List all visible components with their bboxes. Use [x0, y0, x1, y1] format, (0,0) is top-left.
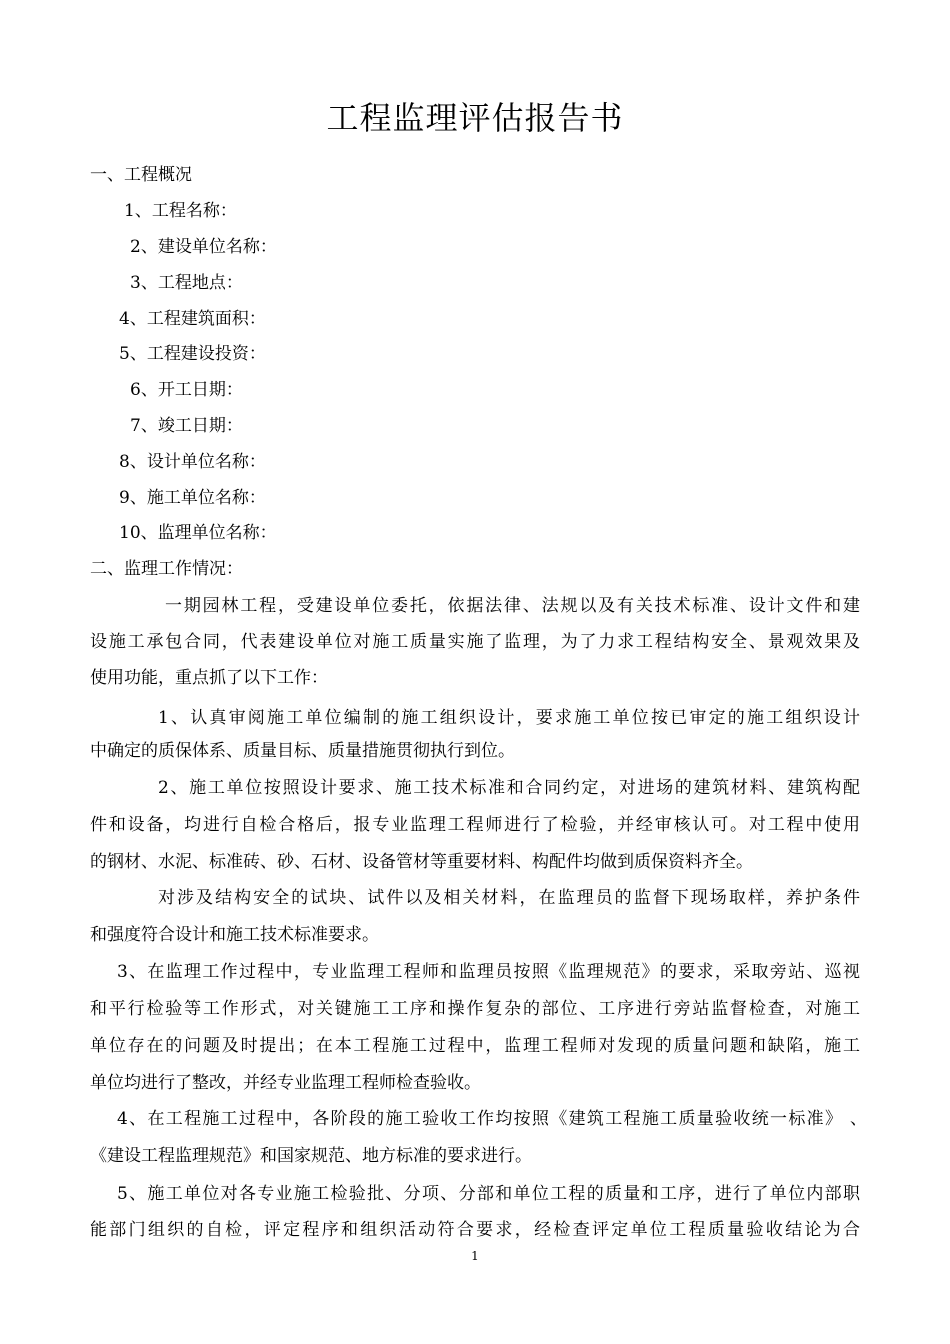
paragraph-line: 和平行检验等工作形式，对关键施工工序和操作复杂的部位、工序进行旁站监督检查，对施工	[90, 999, 860, 1019]
paragraph-line: 2、施工单位按照设计要求、施工技术标准和合同约定，对进场的建筑材料、建筑构配	[158, 778, 860, 798]
field-project-name: 1、工程名称：	[124, 201, 237, 221]
field-project-location: 3、工程地点：	[130, 273, 243, 293]
paragraph-line: 5、施工单位对各专业施工检验批、分项、分部和单位工程的质量和工序，进行了单位内部职	[117, 1184, 860, 1204]
paragraph-line: 单位均进行了整改，并经专业监理工程师检查验收。	[90, 1073, 481, 1093]
paragraph-line: 3、在监理工作过程中，专业监理工程师和监理员按照《监理规范》的要求，采取旁站、巡视	[117, 962, 860, 982]
paragraph-line: 能部门组织的自检，评定程序和组织活动符合要求，经检查评定单位工程质量验收结论为合	[90, 1220, 860, 1240]
field-supervision-unit: 10、监理单位名称：	[119, 523, 277, 543]
paragraph-line: 的钢材、水泥、标准砖、砂、石材、设备管材等重要材料、构配件均做到质保资料齐全。	[90, 852, 753, 872]
section-heading-overview: 一、工程概况	[90, 165, 192, 185]
paragraph-line: 1、认真审阅施工单位编制的施工组织设计，要求施工单位按已审定的施工组织设计	[158, 708, 860, 728]
paragraph-line: 中确定的质保体系、质量目标、质量措施贯彻执行到位。	[90, 741, 515, 761]
field-client-name: 2、建设单位名称：	[130, 237, 277, 257]
field-start-date: 6、开工日期：	[130, 380, 243, 400]
paragraph-line: 《建设工程监理规范》和国家规范、地方标准的要求进行。	[90, 1146, 532, 1166]
field-construction-unit: 9、施工单位名称：	[119, 488, 266, 508]
field-completion-date: 7、竣工日期：	[130, 416, 243, 436]
paragraph-line: 件和设备，均进行自检合格后，报专业监理工程师进行了检验，并经审核认可。对工程中使用	[90, 815, 860, 835]
paragraph-line: 使用功能，重点抓了以下工作：	[90, 668, 328, 688]
field-investment: 5、工程建设投资：	[119, 344, 266, 364]
paragraph-line: 单位存在的问题及时提出；在本工程施工过程中，监理工程师对发现的质量问题和缺陷，施工	[90, 1036, 860, 1056]
paragraph-line: 4、在工程施工过程中，各阶段的施工验收工作均按照《建筑工程施工质量验收统一标准》 、	[117, 1109, 867, 1129]
page-number: 1	[471, 1249, 479, 1263]
section-heading-supervision: 二、监理工作情况：	[90, 559, 243, 579]
paragraph-line: 和强度符合设计和施工技术标准要求。	[90, 925, 379, 945]
field-design-unit: 8、设计单位名称：	[119, 452, 266, 472]
paragraph-line: 一期园林工程，受建设单位委托，依据法律、法规以及有关技术标准、设计文件和建	[165, 596, 860, 616]
paragraph-line: 对涉及结构安全的试块、试件以及相关材料，在监理员的监督下现场取样，养护条件	[158, 888, 860, 908]
field-floor-area: 4、工程建筑面积：	[119, 309, 266, 329]
document-title: 工程监理评估报告书	[326, 99, 624, 137]
paragraph-line: 设施工承包合同，代表建设单位对施工质量实施了监理，为了力求工程结构安全、景观效果及	[90, 632, 860, 652]
